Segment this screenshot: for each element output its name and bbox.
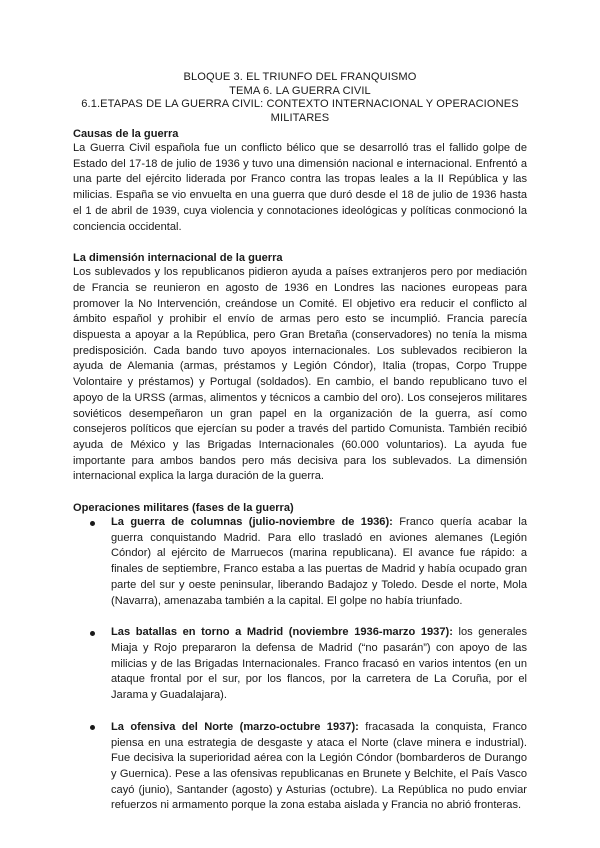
header-block-title: BLOQUE 3. EL TRIUNFO DEL FRANQUISMO [183,71,417,83]
document-header [73,71,527,125]
operaciones-heading: Operaciones militares (fases de la guerra) [73,502,294,515]
item-heading: La ofensiva del Norte (marzo-octubre 1937): [111,720,359,733]
item-heading: Las batallas en torno a Madrid (noviembre 1936-marzo 1937): [111,626,453,639]
operaciones-list [73,515,527,814]
header-section-title: 6.1.ETAPAS DE LA GUERRA CIVIL: CONTEXTO INTERNACIONAL Y OPERACIONES [81,98,519,110]
internacional-paragraph: Los sublevados y los republicanos pidieron ayuda a países extranjeros pero por mediación de Francia se reunieron en agosto de 1936 en Londres las naciones europeas para promover la No Intervención, creándose un Comité. El objetivo era reducir el conflicto al ámbito español y prohibir el envío de armas pero esto se incumplió. Francia parecía dispuesta a apoyar a la República, pero Gran Bretaña (conservadores) no tenía la misma predisposición. Cada bando tuvo apoyos internacionales. Los sublevados recibieron la ayuda de Alemania (armas, préstamos y Legión Cóndor), Italia (tropas, Corpo Truppe Volontaire y préstamos) y Portugal (soldados). En cambio, el bando republicano tuvo el apoyo de la URSS (armas, alimentos y técnicos a cambio del oro). Los consejeros militares soviéticos desempeñaron un gran papel en la organización de la guerra, así como consejeros políticos que ejercían su poder a través del partido Comunista. También recibió ayuda de México y las Brigadas Internacionales (60.000 voluntarios). La ayuda fue importante para ambos bandos pero más decisiva para los sublevados. La dimensión internacional explica la larga duración de la guerra. [73,266,527,483]
list-item-guerra-columnas [111,515,527,609]
list-item-ofensiva-norte [111,720,527,814]
header-section-title-cont: MILITARES [270,111,330,124]
header-topic-title: TEMA 6. LA GUERRA CIVIL [229,84,371,97]
causas-heading: Causas de la guerra [73,128,179,140]
item-text: los generales Miaja y Rojo prepararon la defensa de Madrid (“no pasarán”) con apoyo de las milicias y de las Brigadas Internacionales. Franco fracasó en varios intentos (en un ataque frontal por el sur, por los flancos, por la carretera de La Coruña, por el Jarama y Guadalajara). [111,626,527,702]
item-heading: La guerra de columnas (julio-noviembre de 1936): [111,516,393,529]
item-text: Franco quería acabar la guerra conquistando Madrid. Para ello trasladó en aviones alemanes (Legión Cóndor) al ejército de Marruecos (marina republicana). El avance fue rápido: a finales de septiembre, Franco estaba a las puertas de Madrid y había ocupado gran parte del sur y oeste peninsular, liberando Badajoz y Toledo. Desde el norte, Mola (Navarra), amenazaba también a la capital. El golpe no había triunfado. [111,516,527,607]
item-text: fracasada la conquista, Franco piensa en una estrategia de desgaste y ataca el Norte (clave minera e industrial). Fue decisiva la superioridad aérea con la Legión Cóndor (bombarderos de Durango y Guernica). Pese a las ofensivas republicanas en Brunete y Belchite, el País Vasco cayó (junio), Santander (agosto) y Asturias (octubre). La República no pudo enviar refuerzos ni armamento porque la zona estaba aislada y Francia no abrió fronteras. [111,720,527,812]
causas-paragraph: La Guerra Civil española fue un conflicto bélico que se desarrolló tras el fallido golpe de Estado del 17-18 de julio de 1936 y tuvo una dimensión nacional e internacional. Enfrentó a una parte del ejército liderada por Franco contra las tropas leales a la II República y las milicias. España se vio envuelta en una guerra que duró desde el 18 de julio de 1936 hasta el 1 de abril de 1939, cuya violencia y connotaciones ideológicas y políticas conmocionó la conciencia occidental. [73,142,527,233]
list-item-batallas-madrid [111,625,527,704]
internacional-heading: La dimensión internacional de la guerra [73,252,283,265]
